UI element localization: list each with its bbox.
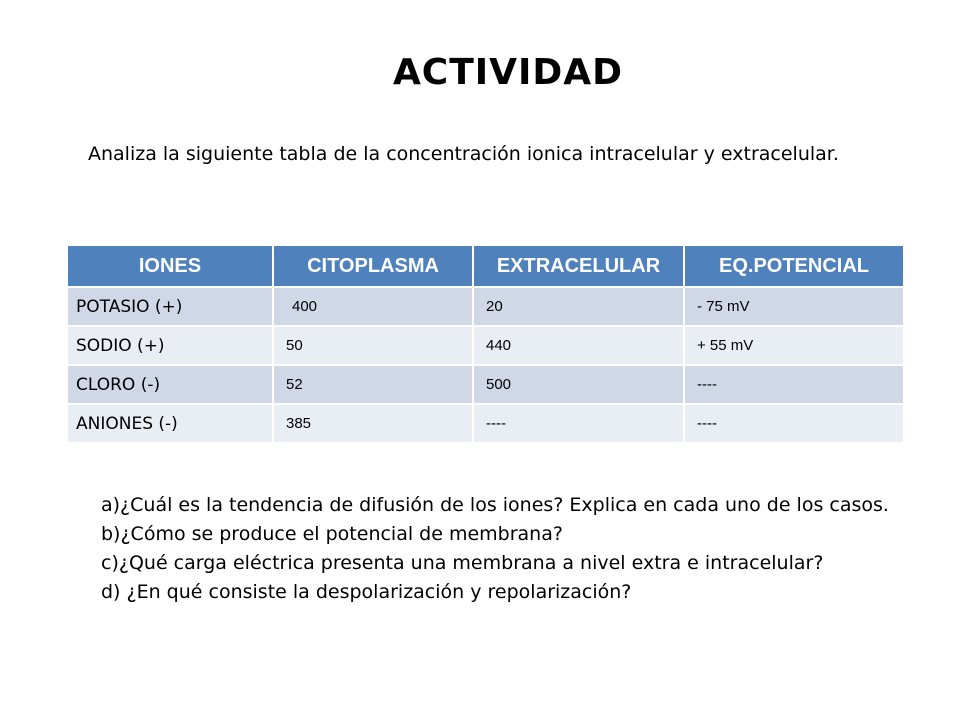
ion-name-cell: ANIONES (-) <box>68 404 273 442</box>
extracelular-cell: 500 <box>473 365 684 404</box>
table-row <box>68 326 903 365</box>
citoplasma-cell: 52 <box>273 365 473 404</box>
potencial-cell: - 75 mV <box>684 287 903 326</box>
potencial-cell: ---- <box>684 404 903 442</box>
question-b: b)¿Cómo se produce el potencial de membrana? <box>101 523 563 545</box>
citoplasma-cell: 50 <box>273 326 473 365</box>
table-row <box>68 404 903 442</box>
slide-title: ACTIVIDAD <box>392 52 624 93</box>
intro-text: Analiza la siguiente tabla de la concentración ionica intracelular y extracelular. <box>88 143 839 165</box>
header-iones: IONES <box>68 246 273 287</box>
extracelular-cell: 440 <box>473 326 684 365</box>
potencial-cell: + 55 mV <box>684 326 903 365</box>
ion-concentration-table <box>68 246 903 442</box>
ion-name-cell: CLORO (-) <box>68 365 273 404</box>
ion-name-cell: POTASIO (+) <box>68 287 273 326</box>
question-c: c)¿Qué carga eléctrica presenta una membrana a nivel extra e intracelular? <box>101 552 824 574</box>
table-header-row <box>68 246 903 287</box>
questions-list <box>101 491 912 607</box>
question-d: d) ¿En qué consiste la despolarización y repolarización? <box>101 581 632 603</box>
question-a: a)¿Cuál es la tendencia de difusión de los iones? Explica en cada uno de los casos. <box>101 494 889 516</box>
citoplasma-cell: 385 <box>273 404 473 442</box>
header-citoplasma: CITOPLASMA <box>273 246 473 287</box>
potencial-cell: ---- <box>684 365 903 404</box>
table-row <box>68 287 903 326</box>
extracelular-cell: 20 <box>473 287 684 326</box>
header-extracelular: EXTRACELULAR <box>473 246 684 287</box>
table-row <box>68 365 903 404</box>
extracelular-cell: ---- <box>473 404 684 442</box>
header-eq-potencial: EQ.POTENCIAL <box>684 246 903 287</box>
ion-name-cell: SODIO (+) <box>68 326 273 365</box>
citoplasma-cell: 400 <box>273 287 473 326</box>
